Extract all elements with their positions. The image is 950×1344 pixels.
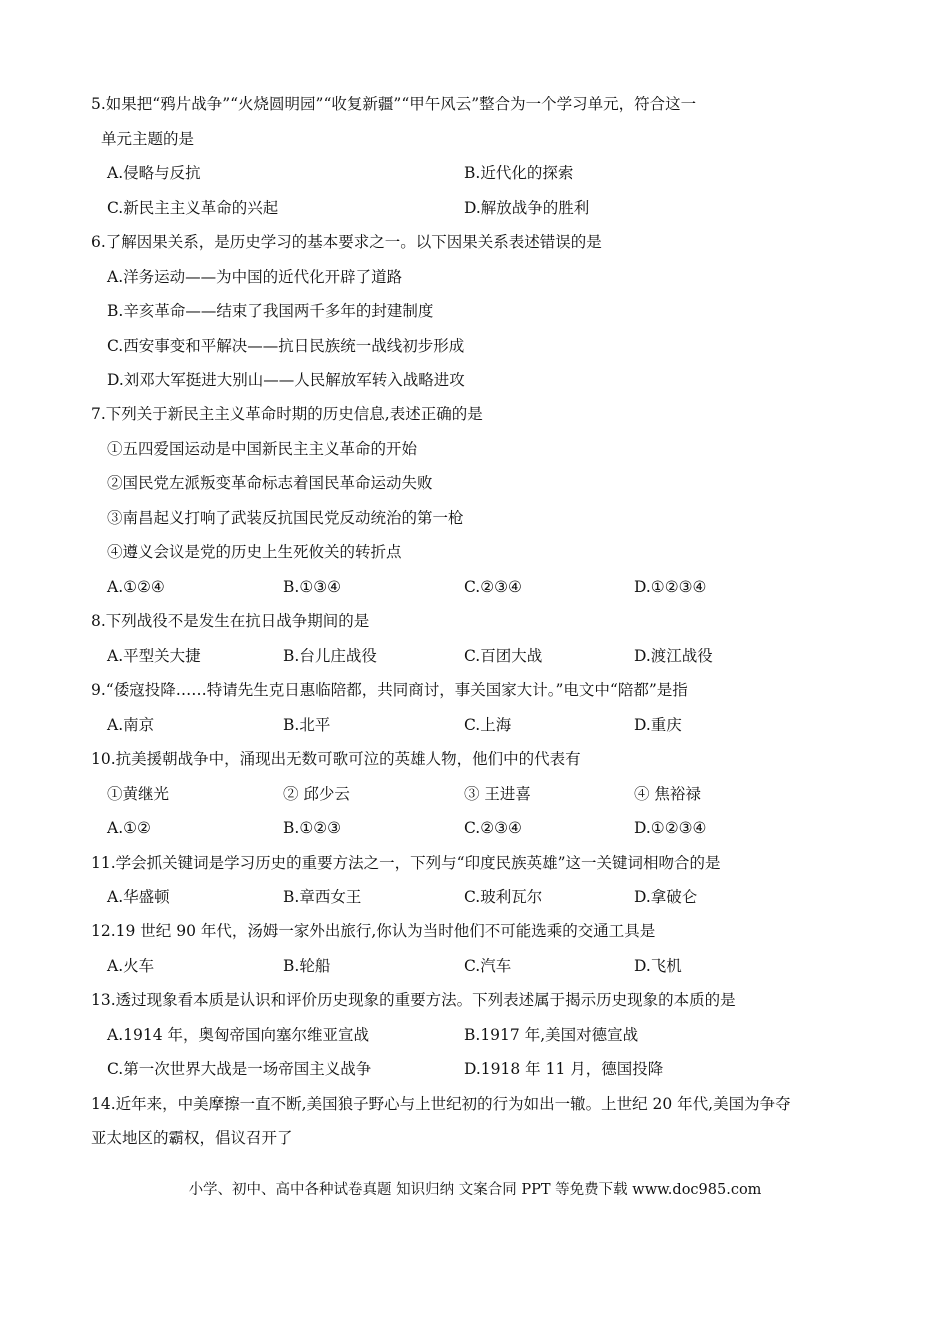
page-footer: 小学、初中、高中各种试卷真题 知识归纳 文案合同 PPT 等免费下载 www.doc985.com bbox=[188, 1182, 762, 1198]
question-10-option-c: C.②③④ bbox=[464, 819, 522, 837]
question-11-stem: 11.学会抓关键词是学习历史的重要方法之一，下列与“印度民族英雄”这一关键词相吻合的是 bbox=[91, 854, 721, 872]
question-10-item-4: ④ 焦裕禄 bbox=[634, 785, 701, 803]
question-12-option-a: A.火车 bbox=[107, 957, 155, 975]
question-5-option-b: B.近代化的探索 bbox=[464, 164, 574, 182]
question-10-item-2: ② 邱少云 bbox=[283, 785, 350, 803]
question-12-option-b: B.轮船 bbox=[283, 957, 331, 975]
question-13-stem: 13.透过现象看本质是认识和评价历史现象的重要方法。下列表述属于揭示历史现象的本质的是 bbox=[91, 991, 736, 1009]
question-9-option-b: B.北平 bbox=[283, 716, 331, 734]
question-5-option-d: D.解放战争的胜利 bbox=[464, 199, 590, 217]
question-6-option-a: A.洋务运动——为中国的近代化开辟了道路 bbox=[107, 268, 403, 286]
question-8-option-b: B.台儿庄战役 bbox=[283, 647, 377, 665]
question-10-stem: 10.抗美援朝战争中，涌现出无数可歌可泣的英雄人物，他们中的代表有 bbox=[91, 750, 581, 768]
question-7-statement-1: ①五四爱国运动是中国新民主主义革命的开始 bbox=[107, 440, 418, 458]
question-6-stem: 6.了解因果关系，是历史学习的基本要求之一。以下因果关系表述错误的是 bbox=[91, 233, 602, 251]
question-9-stem: 9.“倭寇投降……特请先生克日惠临陪都，共同商讨，事关国家大计。”电文中“陪都”是指 bbox=[91, 681, 688, 699]
question-8-option-d: D.渡江战役 bbox=[634, 647, 713, 665]
question-6-option-c: C.西安事变和平解决——抗日民族统一战线初步形成 bbox=[107, 337, 465, 355]
question-12-option-d: D.飞机 bbox=[634, 957, 682, 975]
question-7-statement-3: ③南昌起义打响了武装反抗国民党反动统治的第一枪 bbox=[107, 509, 464, 527]
question-8-option-c: C.百团大战 bbox=[464, 647, 543, 665]
question-10-option-a: A.①② bbox=[107, 819, 151, 837]
question-8-option-a: A.平型关大捷 bbox=[107, 647, 201, 665]
question-11-option-d: D.拿破仑 bbox=[634, 888, 698, 906]
question-12-option-c: C.汽车 bbox=[464, 957, 512, 975]
question-10-option-b: B.①②③ bbox=[283, 819, 342, 837]
question-7-option-d: D.①②③④ bbox=[634, 578, 707, 596]
question-10-item-1: ①黄继光 bbox=[107, 785, 170, 803]
question-5-stem: 5.如果把“鸦片战争”“火烧圆明园”“收复新疆”“甲午风云”整合为一个学习单元，符合这一 bbox=[91, 95, 697, 113]
question-6-option-d: D.刘邓大军挺进大别山——人民解放军转入战略进攻 bbox=[107, 371, 465, 389]
question-9-option-c: C.上海 bbox=[464, 716, 512, 734]
question-12-stem: 12.19 世纪 90 年代，汤姆一家外出旅行,你认为当时他们不可能选乘的交通工具是 bbox=[91, 922, 656, 940]
question-10-item-3: ③ 王进喜 bbox=[464, 785, 531, 803]
question-7-statement-2: ②国民党左派叛变革命标志着国民革命运动失败 bbox=[107, 474, 433, 492]
question-14-stem-continued: 亚太地区的霸权，倡议召开了 bbox=[91, 1129, 293, 1147]
question-7-stem: 7.下列关于新民主主义革命时期的历史信息,表述正确的是 bbox=[91, 405, 483, 423]
question-11-option-a: A.华盛顿 bbox=[107, 888, 170, 906]
question-7-option-a: A.①②④ bbox=[107, 578, 165, 596]
question-13-option-d: D.1918 年 11 月，德国投降 bbox=[464, 1060, 664, 1078]
question-6-option-b: B.辛亥革命——结束了我国两千多年的封建制度 bbox=[107, 302, 434, 320]
question-9-option-a: A.南京 bbox=[107, 716, 155, 734]
question-7-option-c: C.②③④ bbox=[464, 578, 522, 596]
question-5-stem-continued: 单元主题的是 bbox=[101, 130, 195, 148]
question-13-option-a: A.1914 年，奥匈帝国向塞尔维亚宣战 bbox=[107, 1026, 369, 1044]
question-5-option-c: C.新民主主义革命的兴起 bbox=[107, 199, 279, 217]
question-14-stem: 14.近年来，中美摩擦一直不断,美国狼子野心与上世纪初的行为如出一辙。上世纪 20 年代,美国为争夺 bbox=[91, 1095, 791, 1113]
question-13-option-c: C.第一次世界大战是一场帝国主义战争 bbox=[107, 1060, 372, 1078]
question-7-option-b: B.①③④ bbox=[283, 578, 342, 596]
question-11-option-c: C.玻利瓦尔 bbox=[464, 888, 543, 906]
question-5-option-a: A.侵略与反抗 bbox=[107, 164, 201, 182]
question-11-option-b: B.章西女王 bbox=[283, 888, 362, 906]
question-10-option-d: D.①②③④ bbox=[634, 819, 707, 837]
question-13-option-b: B.1917 年,美国对德宣战 bbox=[464, 1026, 639, 1044]
question-8-stem: 8.下列战役不是发生在抗日战争期间的是 bbox=[91, 612, 370, 630]
question-9-option-d: D.重庆 bbox=[634, 716, 682, 734]
question-7-statement-4: ④遵义会议是党的历史上生死攸关的转折点 bbox=[107, 543, 402, 561]
